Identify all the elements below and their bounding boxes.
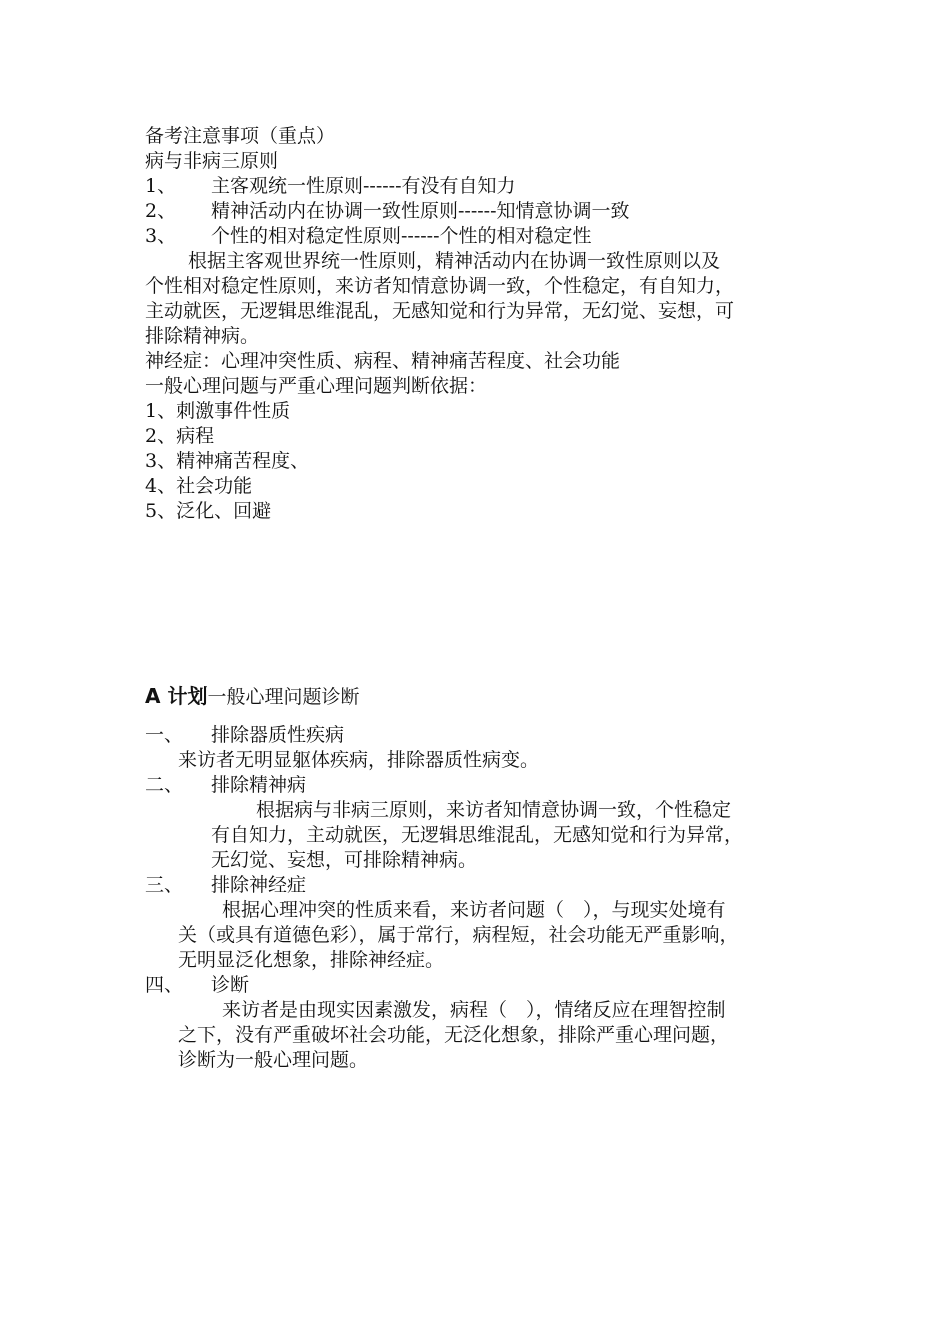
- section-number: 三、: [145, 874, 184, 896]
- paragraph-line: 排除精神病。: [145, 325, 260, 347]
- section-body-line: 之下，没有严重破坏社会功能，无泛化想象，排除严重心理问题，: [178, 1024, 730, 1046]
- plan-heading-bold: A 计划: [145, 684, 208, 708]
- section-body-line: 无幻觉、妄想，可排除精神病。: [211, 849, 478, 871]
- principle-item: [145, 224, 592, 248]
- plan-heading-rest: 一般心理问题诊断: [207, 686, 360, 708]
- principle-number: 1、: [145, 175, 177, 197]
- section-body-line: 诊断为一般心理问题。: [178, 1049, 369, 1071]
- section-number: 一、: [145, 724, 184, 746]
- section-body-line: 来访者是由现实因素激发，病程（ ），情绪反应在理智控制: [222, 999, 726, 1021]
- principle-number: 3、: [145, 225, 177, 247]
- criteria-title: 一般心理问题与严重心理问题判断依据：: [145, 375, 488, 397]
- criteria-item: 4、社会功能: [145, 475, 253, 497]
- paragraph-line: 个性相对稳定性原则，来访者知情意协调一致，个性稳定，有自知力，: [145, 275, 735, 297]
- principle-text: 主客观统一性原则------有没有自知力: [211, 175, 516, 197]
- principle-item: [145, 199, 630, 223]
- paragraph-line: 根据主客观世界统一性原则，精神活动内在协调一致性原则以及: [188, 250, 721, 272]
- section-body-line: 来访者无明显躯体疾病，排除器质性病变。: [178, 749, 540, 771]
- criteria-item: 5、泛化、回避: [145, 500, 272, 522]
- section-body-line: 根据病与非病三原则，来访者知情意协调一致，个性稳定: [256, 799, 732, 821]
- notes-title: 备考注意事项（重点）: [145, 125, 336, 147]
- section-heading: [145, 873, 306, 897]
- section-body-line: 有自知力，主动就医，无逻辑思维混乱，无感知觉和行为异常，: [211, 824, 744, 846]
- principle-text: 精神活动内在协调一致性原则------知情意协调一致: [211, 200, 630, 222]
- section-title: 排除神经症: [211, 874, 307, 896]
- section-title: 诊断: [211, 974, 250, 996]
- section-title: 排除器质性疾病: [211, 724, 345, 746]
- section-number: 二、: [145, 774, 184, 796]
- section-title: 排除精神病: [211, 774, 307, 796]
- paragraph-line: 主动就医，无逻辑思维混乱，无感知觉和行为异常，无幻觉、妄想，可: [145, 300, 735, 322]
- criteria-item: 1、刺激事件性质: [145, 400, 291, 422]
- section-body-line: 根据心理冲突的性质来看，来访者问题（ ），与现实处境有: [222, 899, 726, 921]
- section-body-line: 无明显泛化想象，排除神经症。: [178, 949, 445, 971]
- section-heading: [145, 723, 344, 747]
- principle-text: 个性的相对稳定性原则------个性的相对稳定性: [211, 225, 592, 247]
- criteria-item: 3、精神痛苦程度、: [145, 450, 310, 472]
- neurosis-line: 神经症：心理冲突性质、病程、精神痛苦程度、社会功能: [145, 350, 621, 372]
- section-heading: [145, 973, 249, 997]
- principle-item: [145, 174, 516, 198]
- principle-number: 2、: [145, 200, 177, 222]
- notes-subtitle: 病与非病三原则: [145, 150, 279, 172]
- plan-heading: [145, 683, 359, 710]
- section-body-line: 关（或具有道德色彩），属于常行，病程短，社会功能无严重影响，: [178, 924, 739, 946]
- section-number: 四、: [145, 974, 184, 996]
- criteria-item: 2、病程: [145, 425, 215, 447]
- section-heading: [145, 773, 306, 797]
